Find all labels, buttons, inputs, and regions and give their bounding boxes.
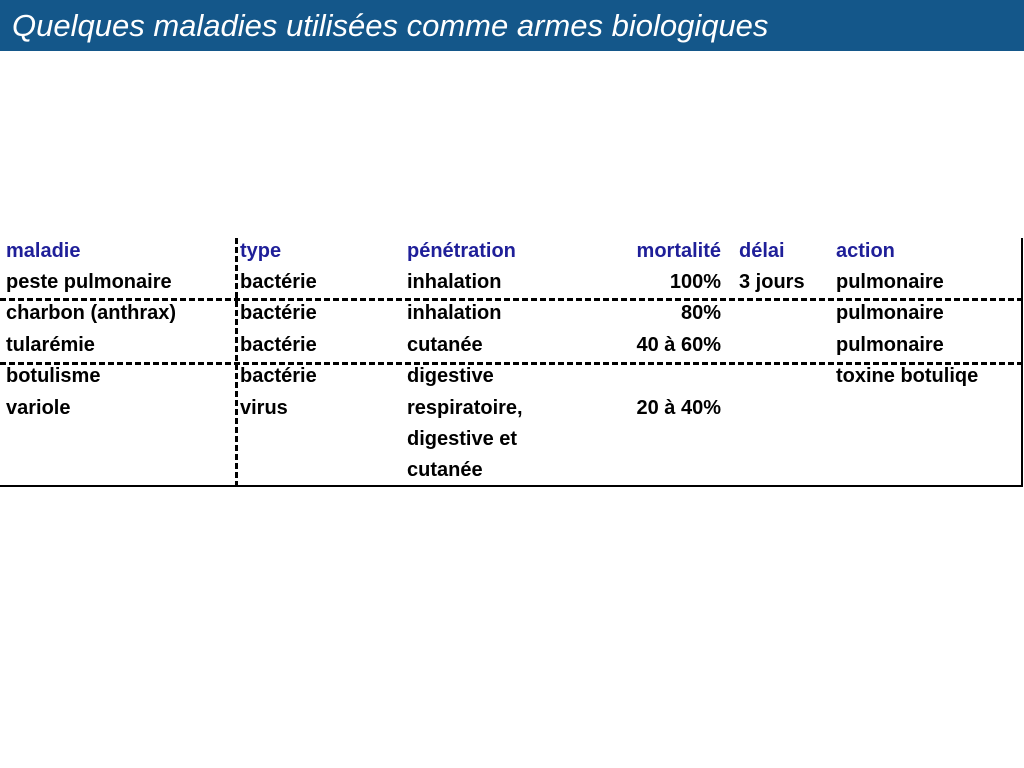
cell-mortalite: 20 à 40%	[636, 397, 721, 419]
column-header-action: action	[836, 240, 895, 262]
cell-penetration-line: respiratoire,	[407, 397, 523, 419]
cell-maladie: charbon (anthrax)	[6, 302, 177, 324]
cell-mortalite: 80%	[680, 302, 721, 324]
cell-action: pulmonaire	[836, 271, 944, 293]
cell-penetration-line: cutanée	[407, 459, 483, 481]
cell-type: bactérie	[240, 365, 317, 387]
cell-action: toxine botuliqe	[836, 365, 979, 387]
cell-type: bactérie	[240, 334, 317, 356]
cell-type: bactérie	[240, 271, 317, 293]
cell-action: pulmonaire	[836, 302, 944, 324]
column-header-maladie: maladie	[6, 240, 81, 262]
column-header-penetration: pénétration	[407, 240, 516, 262]
cell-penetration: inhalation	[407, 302, 502, 324]
column-header-delai: délai	[739, 240, 785, 262]
cell-type: bactérie	[240, 302, 317, 324]
cell-penetration	[407, 393, 557, 486]
cell-penetration: inhalation	[407, 271, 502, 293]
cell-maladie: tularémie	[6, 334, 95, 356]
cell-penetration-line: digestive et	[407, 428, 518, 450]
slide-title: Quelques maladies utilisées comme armes biologiques	[12, 8, 769, 43]
cell-maladie: peste pulmonaire	[6, 271, 172, 293]
title-bar	[0, 0, 1024, 51]
disease-table	[0, 238, 1024, 488]
cell-action: pulmonaire	[836, 334, 944, 356]
table-border-right	[1021, 238, 1023, 487]
cell-mortalite: 40 à 60%	[636, 334, 721, 356]
cell-maladie: variole	[6, 397, 71, 419]
cell-mortalite: 100%	[669, 271, 721, 293]
cell-maladie: botulisme	[6, 365, 101, 387]
cell-delai: 3 jours	[739, 271, 805, 293]
cell-penetration: digestive	[407, 365, 494, 387]
column-header-mortalite: mortalité	[636, 240, 721, 262]
cell-penetration: cutanée	[407, 334, 483, 356]
column-header-type: type	[240, 240, 282, 262]
cell-type: virus	[240, 397, 288, 419]
